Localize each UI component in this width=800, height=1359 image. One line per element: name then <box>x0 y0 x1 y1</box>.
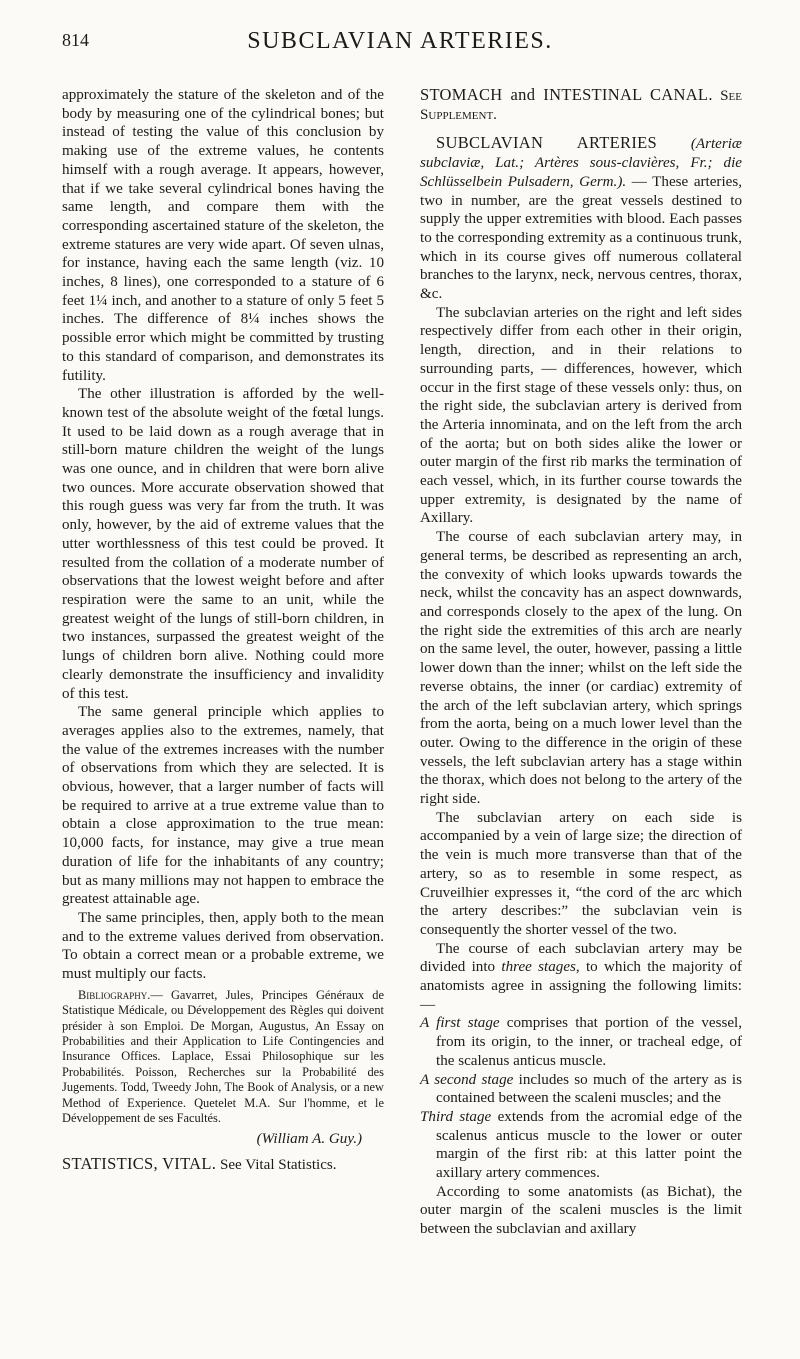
paragraph: The course of each subclavian artery may, in general terms, be described as representing an arch, the convexity of which looks upwards towards the neck, whilst the concavity has an aspect downwards, and corresponds closely to the apex of the lung. On the right side the extremities of this arch are nearly on the same level, the outer, however, passing a little lower down than the inner; whilst on the left side the reverse obtains, the inner (or cardiac) extremity of the arch of the left subclavian artery, which springs from the aorta, being on a much lower level than the outer. Owing to the difference in the origin of these vessels, the left subclavian artery has a stage within the thorax, which does not belong to the artery of the right side. <box>420 529 742 808</box>
cross-reference <box>420 86 742 124</box>
cross-reference-heading: STOMACH and INTESTINAL CANAL. <box>420 85 713 104</box>
emphasis: three stages <box>501 959 576 976</box>
stage-item: Third stage extends from the acromial edge of the scalenus anticus muscle to the lower or outer margin of the first rib: at this latter point the axillary artery commences. <box>420 1108 742 1182</box>
left-column <box>62 86 384 1175</box>
running-title: SUBCLAVIAN ARTERIES. <box>247 28 553 54</box>
stage-label: Third stage <box>420 1108 492 1125</box>
stage-list <box>420 1014 742 1182</box>
stage-item: A first stage comprises that portion of the vessel, from its origin, to the inner, or tracheal edge, of the scalenus anticus muscle. <box>420 1015 742 1069</box>
paragraph: The subclavian artery on each side is accompanied by a vein of large size; the direction of the vein is much more transverse than that of the artery, so as to resemble in some respect, as Cruveilhier expresses it, “the cord of the arc which the artery describes:” the subclavian vein is consequently the shorter vessel of the two. <box>420 809 742 938</box>
bibliography-label: Bibliography. <box>78 987 151 1002</box>
right-column <box>420 86 742 1239</box>
paragraph: approximately the stature of the skeleton and of the body by measuring one of the cylindrical bones; but instead of testing the value of this conclusion by making use of the extreme values, he contents himself with a rough average. It appears, however, that if we take several cylindrical bones having the same length, and compare them with the corresponding ascertained stature of the skeleton, the extreme statures are very wide apart. Of seven ulnas, for instance, having each the same length (viz. 10 inches, 8 lines), one corresponded to a stature of 6 feet 1¼ inch, and another to a stature of only 5 feet 5 inches. The difference of 8¼ inches shows the possible error which might be committed by trusting to this standard of comparison, and demonstrates its futility. <box>62 87 384 384</box>
entry-synonyms: (Arteriæ subclaviæ, Lat.; Artères sous-clavières, Fr.; die Schlüsselbein Pulsadern, Germ.). <box>420 136 742 190</box>
entry-paragraph <box>420 134 742 303</box>
paragraph: The other illustration is afforded by the well-known test of the absolute weight of the fœtal lungs. It used to be laid down as a rough average that in still-born mature children the weight of the lungs was one ounce, and in children that were born alive two ounces. More accurate observation showed that this rough guess was very far from the truth. It was only, however, by the aid of extreme values that the utter worthlessness of this test could be proved. It resulted from the collation of a moderate number of observations that the lowest weight before and after respiration were the same to an unit, while the greatest weight of the lungs of still-born children, in two instances, surpassed the greatest weight of the lungs of children born alive. Nothing could more clearly demonstrate the insufficiency and invalidity of this test. <box>62 386 384 702</box>
cross-reference-text: See Supplement. <box>420 88 742 123</box>
cross-reference-text: See Vital Statistics. <box>219 1157 337 1174</box>
cross-reference-heading: STATISTICS, VITAL. <box>62 1154 217 1174</box>
entry-text: — These arteries, two in number, are the great vessels destined to supply the upper extremities with blood. Each passes to the corresponding extremity as a continuous trunk, which in its course gives off numerous collateral branches to the larynx, neck, nervous centres, thorax, &c. <box>420 173 742 303</box>
bibliography-text: — Gavarret, Jules, Principes Généraux de Statistique Médicale, ou Développement des Règles qui doivent présider à son Emploi. De Morgan, Augustus, An Essay on Probabilities and their Application to Life Contingencies and Insurance Offices. Laplace, Essai Philosophique sur les Probabilités. Poisson, Recherches sur la Probabilité des Jugements. Todd, Tweedy John, The Book of Analysis, or a new Method of Experience. Quetelet M.A. Sur l'homme, et le Développement de ses Facultés. <box>62 987 384 1125</box>
stage-label: A second stage <box>420 1071 514 1088</box>
page-header <box>62 28 738 58</box>
cross-reference <box>62 1155 384 1175</box>
stage-label: A first stage <box>420 1015 500 1032</box>
paragraph: According to some anatomists (as Bichat), the outer margin of the scaleni muscles is the limit between the subclavian and axillary <box>420 1183 742 1238</box>
paragraph: The subclavian arteries on the right and left sides respectively differ from each other in their origin, length, direction, and in their relations to surrounding parts, — differences, however, which occur in the first stage of these vessels only: thus, on the right side, the subclavian artery is derived from the Arteria innominata, and on the left from the arch of the aorta; but on both sides alike the lower or outer margin of the first rib marks the termination of each vessel, which, in its further course towards the upper extremity, is designated by the name of Axillary. <box>420 304 742 527</box>
paragraph: The same general principle which applies to averages applies also to the extremes, namely, that the value of the extremes increases with the number of observations from which they are selected. It is obvious, however, that a larger number of facts will be required to arrive at a true extreme value than to obtain a close approximation to the true mean: 10,000 facts, for instance, may give a true mean duration of life for the inhabitants of any country; but as many millions may not happen to embrace the greatest attainable age. <box>62 704 384 908</box>
stage-item: A second stage includes so much of the artery as is contained between the scaleni muscles; and the <box>420 1071 742 1107</box>
page-number: 814 <box>62 30 89 50</box>
author-signature: (William A. Guy.) <box>256 1131 362 1148</box>
paragraph: The course of each subclavian artery may be divided into three stages, to which the majority of anatomists agree in assigning the following limits: — <box>420 940 742 1013</box>
entry-heading: SUBCLAVIAN ARTERIES <box>436 133 658 153</box>
bibliography <box>62 988 384 1127</box>
paragraph: The same principles, then, apply both to the mean and to the extreme values derived from observation. To obtain a correct mean or a probable extreme, we must multiply our facts. <box>62 909 384 983</box>
